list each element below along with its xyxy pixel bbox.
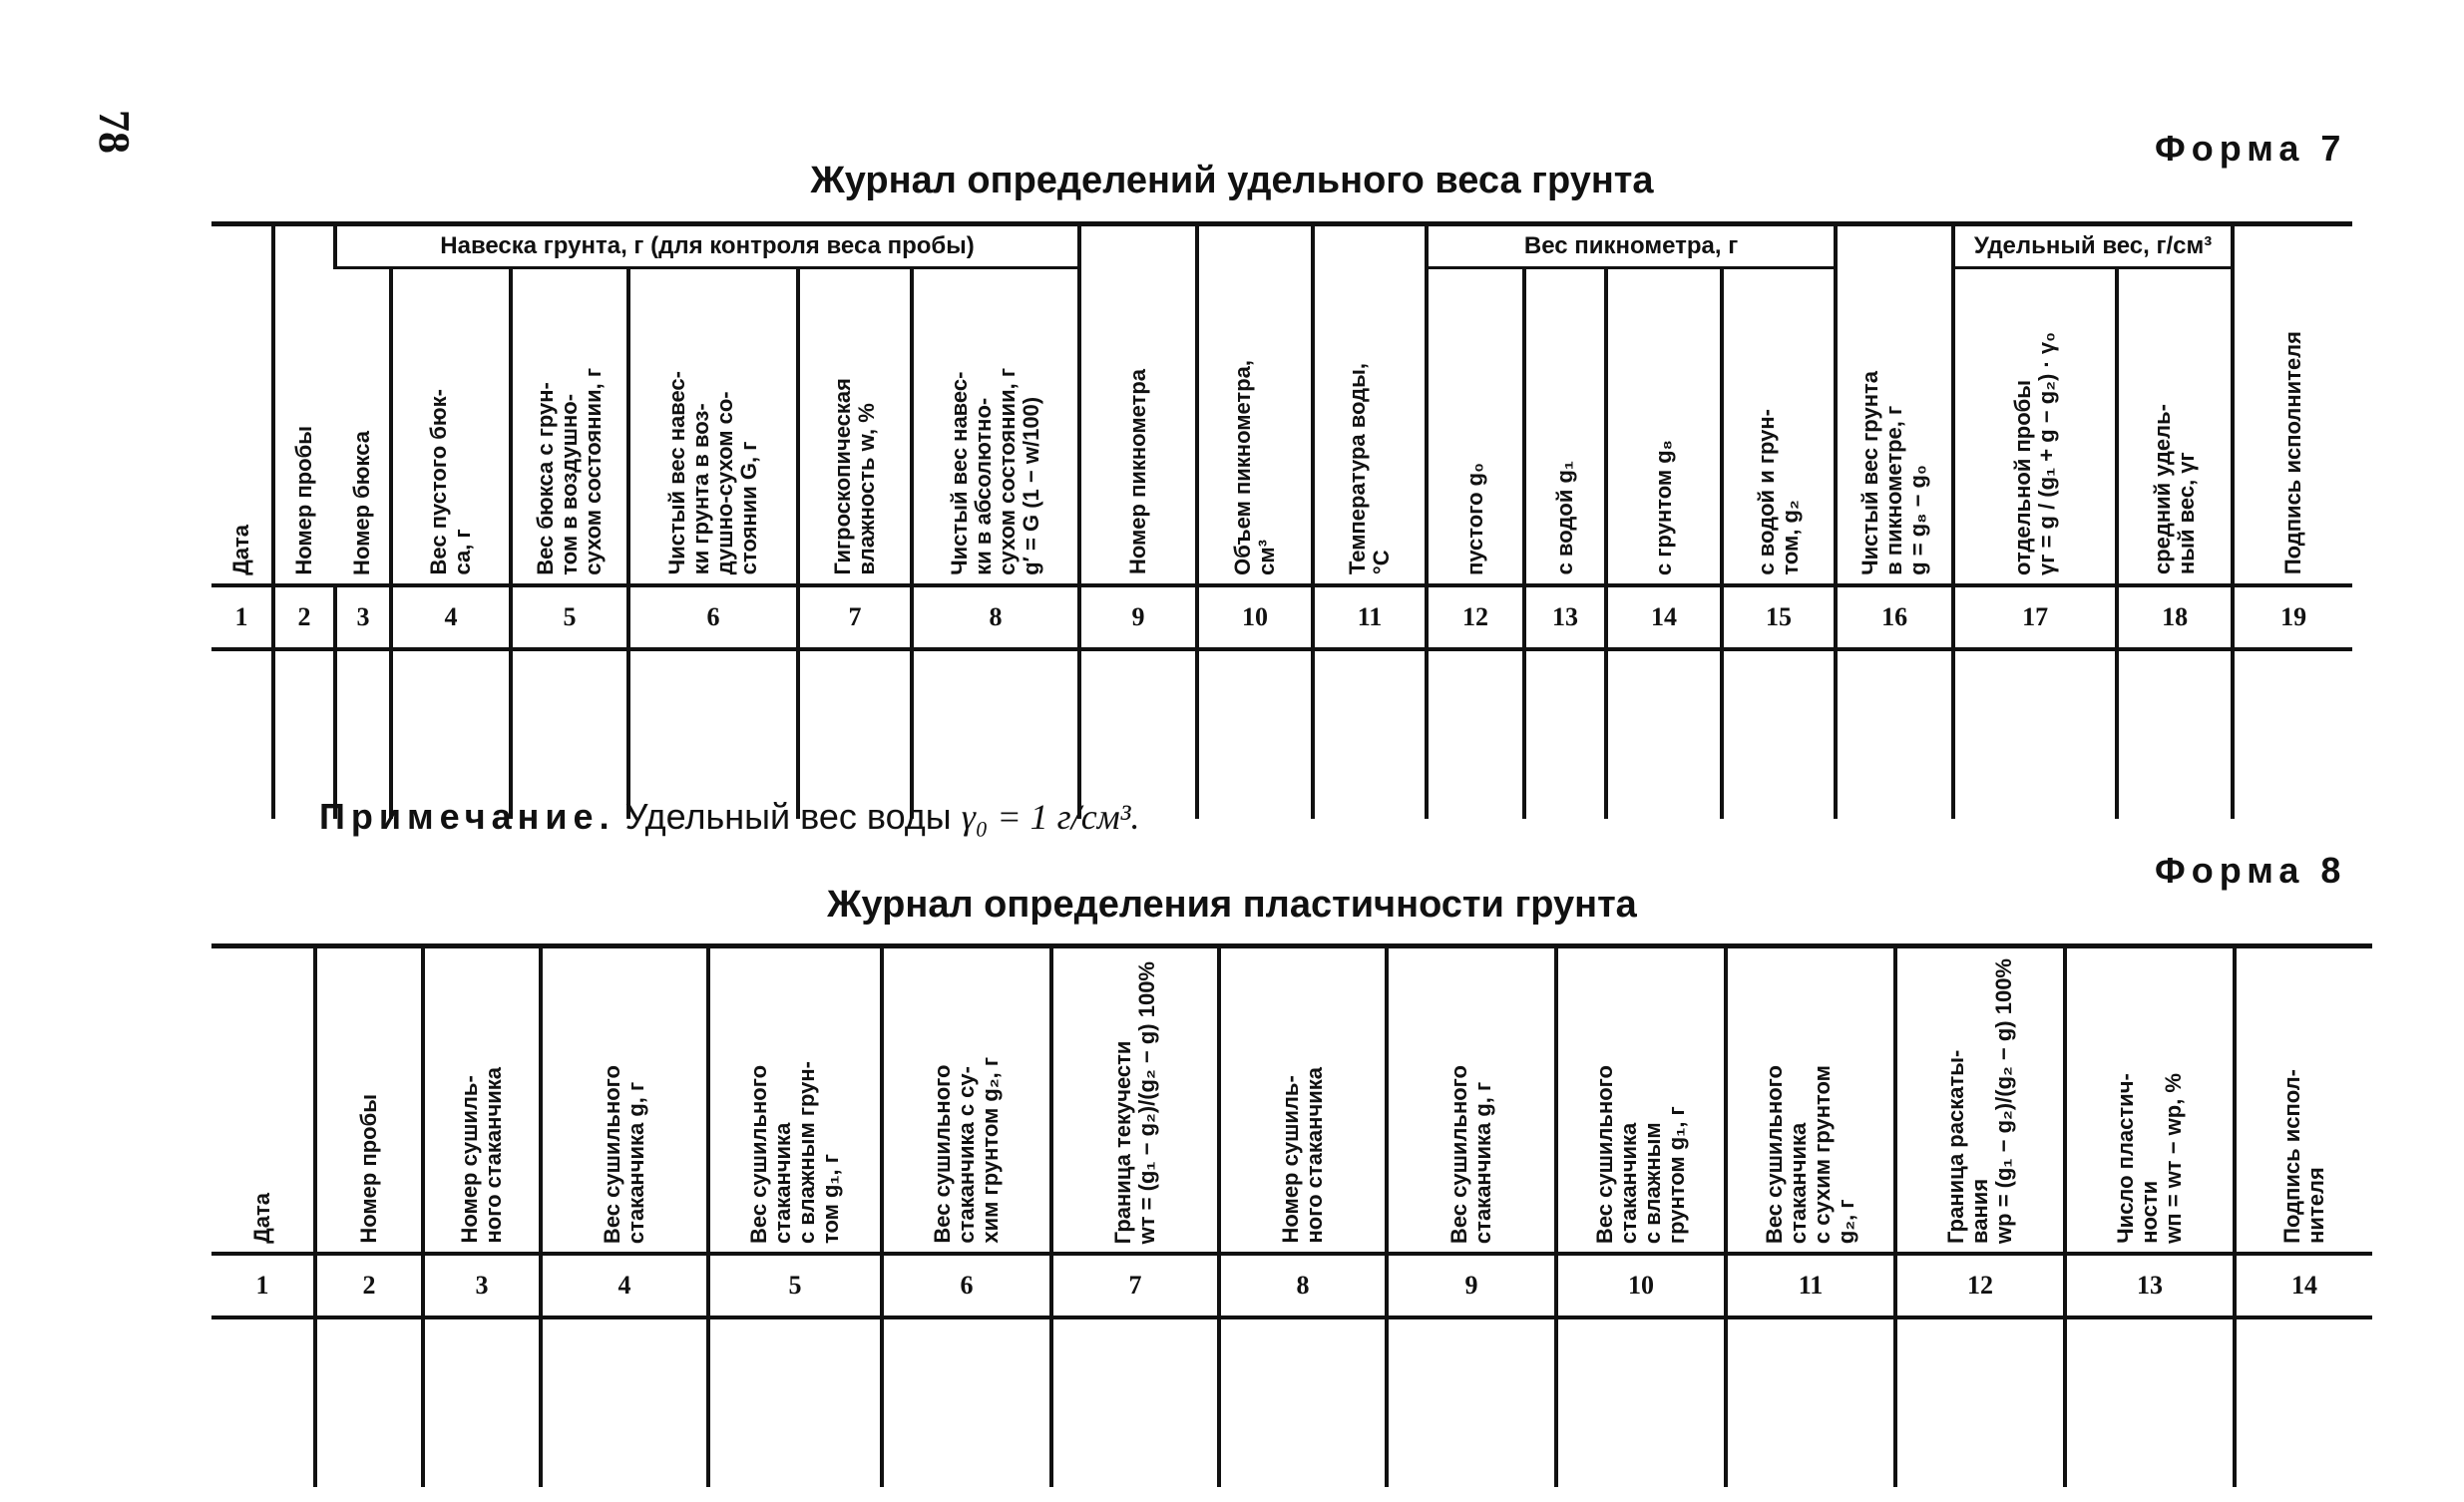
form7-col-with-soil: с грунтом g₈ xyxy=(1606,268,1722,585)
form7-entry-row xyxy=(211,649,2352,819)
form8-num: 10 xyxy=(1556,1254,1726,1317)
form7-entry-cell[interactable] xyxy=(1953,649,2117,819)
form7-col-box-number: Номер бюкса xyxy=(349,430,374,575)
form8-entry-cell[interactable] xyxy=(1726,1317,1895,1487)
form8-col-sample-number: Номер пробы xyxy=(315,946,423,1254)
form7-group-specific-weight: Удельный вес, г/см³ xyxy=(1953,224,2233,268)
form7-col-empty-box-weight: Вес пустого бюк- са, г xyxy=(391,268,511,585)
form8-num: 9 xyxy=(1387,1254,1556,1317)
form7-note xyxy=(319,796,1139,838)
form8-entry-cell[interactable] xyxy=(882,1317,1051,1487)
form7-num: 12 xyxy=(1427,585,1524,649)
form8-title: Журнал определения пластичности грунта xyxy=(827,884,1637,926)
form8-entry-cell[interactable] xyxy=(1387,1317,1556,1487)
form8-num: 12 xyxy=(1895,1254,2065,1317)
note-formula: γ₀ = 1 г/см³. xyxy=(961,797,1140,837)
form7-title: Журнал определений удельного веса грунта xyxy=(810,160,1654,201)
form8-col-signature: Подпись испол- нителя xyxy=(2235,946,2372,1254)
form7-col-date: Дата xyxy=(211,224,273,585)
form7-entry-cell[interactable] xyxy=(511,649,628,819)
form8-col-wet-soil-2: Вес сушильного стаканчика с влажным грунтом g₁, г xyxy=(1556,946,1726,1254)
form8-table xyxy=(211,943,2372,1487)
form7-header-row-1 xyxy=(211,224,2352,268)
form8-col-date: Дата xyxy=(211,946,315,1254)
form8-entry-cell[interactable] xyxy=(1219,1317,1387,1487)
form7-col-average-weight: средний удель- ный вес, γг xyxy=(2117,268,2233,585)
form7-num: 5 xyxy=(511,585,628,649)
form8-label: Форма 8 xyxy=(2155,850,2347,891)
form7-col-empty-pycnometer: пустого g₀ xyxy=(1427,268,1524,585)
form8-num: 14 xyxy=(2235,1254,2372,1317)
form8-col-plastic-limit: Граница раскаты- вания wр = (g₁ − g₂)/(g₂ − g) 100% xyxy=(1895,946,2065,1254)
form8-entry-cell[interactable] xyxy=(1051,1317,1219,1487)
form7-col-water-temperature: Температура воды, °С xyxy=(1313,224,1427,585)
form7-num: 7 xyxy=(798,585,912,649)
form7-table xyxy=(211,221,2352,819)
form7-entry-cell[interactable] xyxy=(2233,649,2352,819)
form7-col-box-with-soil: Вес бюкса с грун- том в воздушно- сухом состоянии, г xyxy=(511,268,628,585)
form8-col-dry-soil-1: Вес сушильного стаканчика с су- хим грунтом g₂, г xyxy=(882,946,1051,1254)
form7-num: 2 xyxy=(273,585,335,649)
form8-num: 3 xyxy=(423,1254,541,1317)
form7-num: 16 xyxy=(1836,585,1953,649)
form7-num: 6 xyxy=(628,585,798,649)
form7-entry-cell[interactable] xyxy=(335,649,391,819)
form8-number-row xyxy=(211,1254,2372,1317)
form7-col-sample-number: Номер пробы xyxy=(273,224,335,585)
note-text: Удельный вес воды xyxy=(615,796,962,837)
form7-entry-cell[interactable] xyxy=(2117,649,2233,819)
form7-label: Форма 7 xyxy=(2155,128,2347,169)
form7-number-row xyxy=(211,585,2352,649)
form7-entry-cell[interactable] xyxy=(1079,649,1197,819)
form8-num: 7 xyxy=(1051,1254,1219,1317)
form7-col-air-dry-weight: Чистый вес навес- ки грунта в воз- душно-сухом со- стоянии G, г xyxy=(628,268,798,585)
form7-col-net-weight: Чистый вес грунта в пикнометре, г g = g₈ − g₀ xyxy=(1836,224,1953,585)
form7-num: 9 xyxy=(1079,585,1197,649)
form7-entry-cell[interactable] xyxy=(273,649,335,819)
form7-col-pycnometer-volume: Объем пикнометра, см³ xyxy=(1197,224,1313,585)
form8-entry-cell[interactable] xyxy=(423,1317,541,1487)
form8-col-cup-number-1: Номер сушиль- ного стаканчика xyxy=(423,946,541,1254)
form8-num: 4 xyxy=(541,1254,708,1317)
form7-num: 1 xyxy=(211,585,273,649)
form7-num: 14 xyxy=(1606,585,1722,649)
form7-num: 18 xyxy=(2117,585,2233,649)
form7-num: 13 xyxy=(1524,585,1606,649)
form7-group-sample: Навеска грунта, г (для контроля веса пробы) xyxy=(335,224,1079,268)
form8-col-cup-weight-2: Вес сушильного стаканчика g, г xyxy=(1387,946,1556,1254)
form7-entry-cell[interactable] xyxy=(1197,649,1313,819)
note-prefix: Примечание. xyxy=(319,796,616,837)
form7-entry-cell[interactable] xyxy=(798,649,912,819)
form8-entry-row xyxy=(211,1317,2372,1487)
form8-num: 2 xyxy=(315,1254,423,1317)
page-number: 78 xyxy=(90,110,139,154)
form7-col-pycnometer-number: Номер пикнометра xyxy=(1079,224,1197,585)
form8-col-cup-weight-1: Вес сушильного стаканчика g, г xyxy=(541,946,708,1254)
form8-entry-cell[interactable] xyxy=(708,1317,882,1487)
form7-num: 4 xyxy=(391,585,511,649)
form8-num: 5 xyxy=(708,1254,882,1317)
form7-num: 10 xyxy=(1197,585,1313,649)
form8-header-row xyxy=(211,946,2372,1254)
form8-num: 1 xyxy=(211,1254,315,1317)
form7-col-single-sample: отдельной пробы γг = g / (g₁ + g − g₂) · γ₀ xyxy=(1953,268,2117,585)
form8-entry-cell[interactable] xyxy=(2065,1317,2235,1487)
form7-entry-cell[interactable] xyxy=(1722,649,1836,819)
form7-num: 17 xyxy=(1953,585,2117,649)
form8-entry-cell[interactable] xyxy=(2235,1317,2372,1487)
form7-col-abs-dry-weight: Чистый вес навес- ки в абсолютно- сухом состоянии, г g′ = G (1 − w/100) xyxy=(912,268,1079,585)
form7-num: 11 xyxy=(1313,585,1427,649)
form7-col-with-water: с водой g₁ xyxy=(1524,268,1606,585)
form8-num: 11 xyxy=(1726,1254,1895,1317)
form7-entry-cell[interactable] xyxy=(1836,649,1953,819)
form7-entry-cell[interactable] xyxy=(391,649,511,819)
form7-entry-cell[interactable] xyxy=(1524,649,1606,819)
form7-entry-cell[interactable] xyxy=(211,649,273,819)
form7-col-hygroscopic-moisture: Гигроскопическая влажность w, % xyxy=(798,268,912,585)
form7-entry-cell[interactable] xyxy=(1313,649,1427,819)
form7-entry-cell[interactable] xyxy=(1427,649,1524,819)
form7-entry-cell[interactable] xyxy=(628,649,798,819)
form8-num: 13 xyxy=(2065,1254,2235,1317)
form7-group-pycnometer: Вес пикнометра, г xyxy=(1427,224,1836,268)
form8-col-wet-soil-1: Вес сушильного стаканчика с влажным грун- том g₁, г xyxy=(708,946,882,1254)
form8-col-liquid-limit: Граница текучести wт = (g₁ − g₂)/(g₂ − g) 100% xyxy=(1051,946,1219,1254)
form8-entry-cell[interactable] xyxy=(1556,1317,1726,1487)
form7-num: 15 xyxy=(1722,585,1836,649)
form7-num: 19 xyxy=(2233,585,2352,649)
form7-num: 8 xyxy=(912,585,1079,649)
form8-entry-cell[interactable] xyxy=(211,1317,315,1487)
form7-col-water-and-soil: с водой и грун- том, g₂ xyxy=(1722,268,1836,585)
form7-entry-cell[interactable] xyxy=(1606,649,1722,819)
form8-num: 8 xyxy=(1219,1254,1387,1317)
form8-entry-cell[interactable] xyxy=(315,1317,423,1487)
form8-col-dry-soil-2: Вес сушильного стаканчика с сухим грунтом g₂, г xyxy=(1726,946,1895,1254)
form7-num: 3 xyxy=(335,585,391,649)
form7-entry-cell[interactable] xyxy=(912,649,1079,819)
form8-entry-cell[interactable] xyxy=(1895,1317,2065,1487)
form8-col-cup-number-2: Номер сушиль- ного стаканчика xyxy=(1219,946,1387,1254)
form7-col-signature: Подпись исполнителя xyxy=(2233,224,2352,585)
form8-num: 6 xyxy=(882,1254,1051,1317)
form8-col-plasticity-index: Число пластич- ности wп = wт − wр, % xyxy=(2065,946,2235,1254)
form8-entry-cell[interactable] xyxy=(541,1317,708,1487)
